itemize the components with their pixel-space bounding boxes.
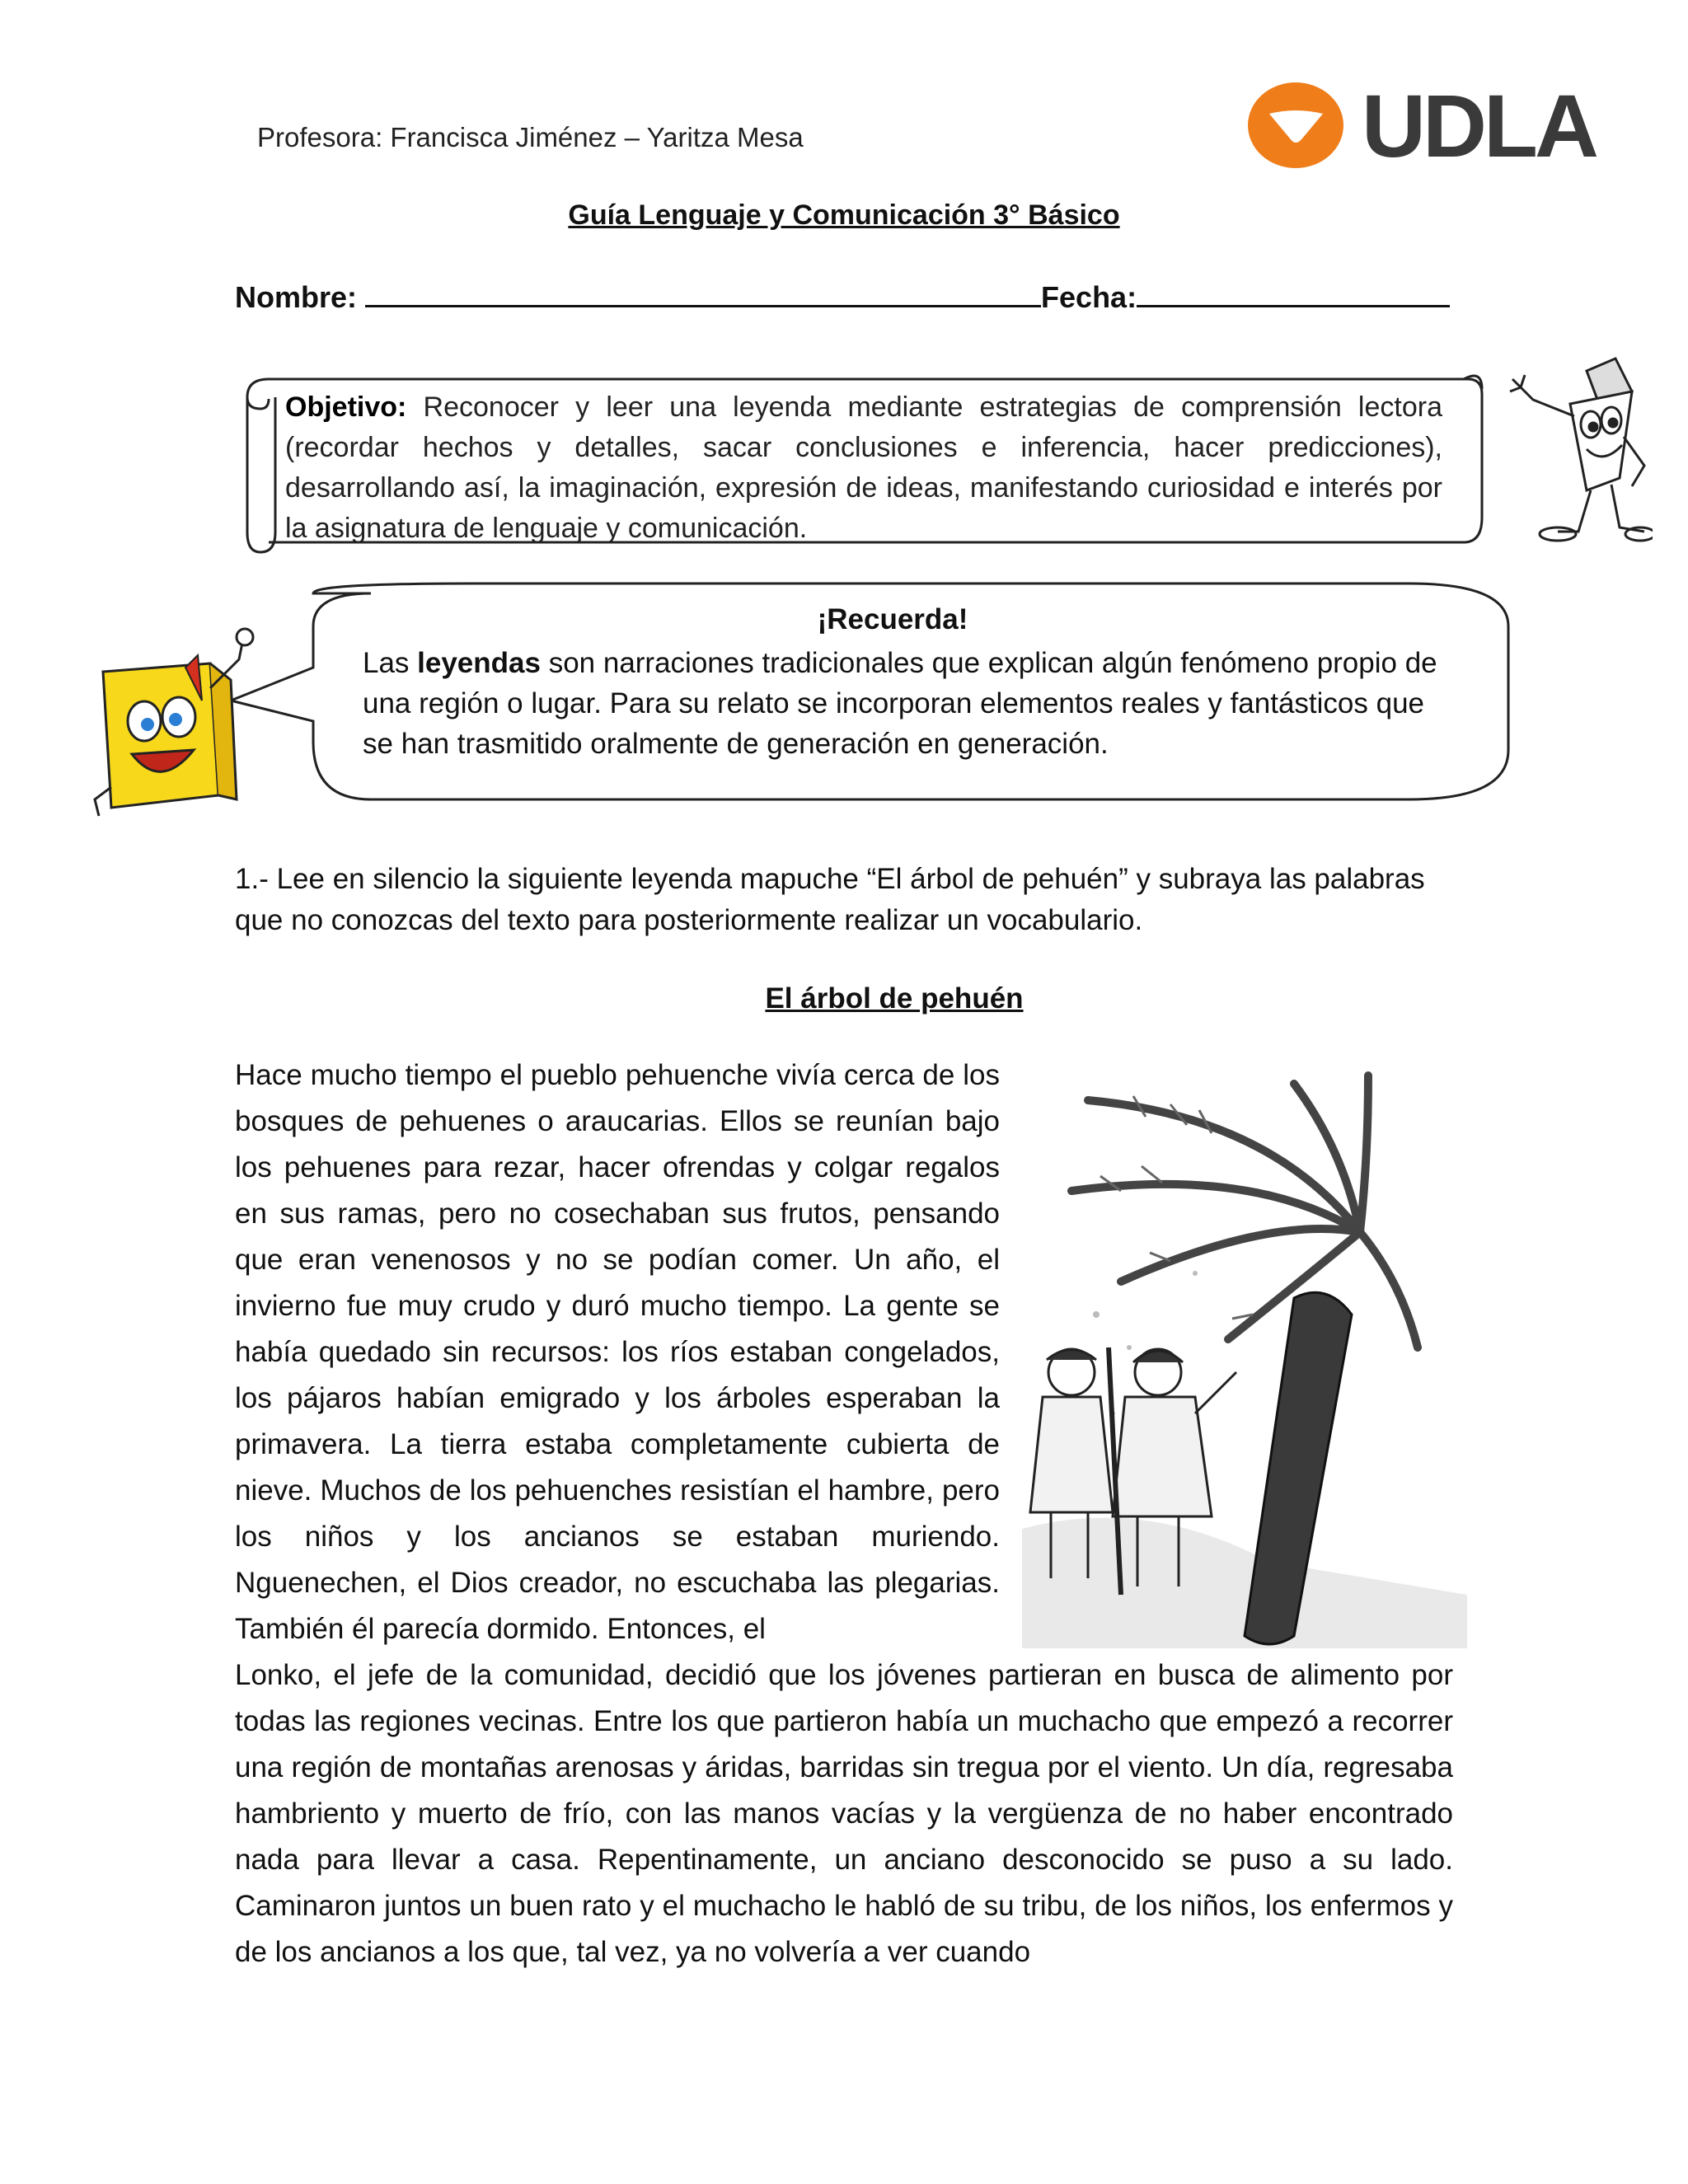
recuerda-text: Las leyendas son narraciones tradicionales que explican algún fenómeno propio de una región o lugar. Para su relato se incorporan elementos reales y fantásticos que se han trasmitido oralmente de generación en generación. xyxy=(363,647,1437,760)
udla-logo xyxy=(1245,74,1599,173)
story-paragraph-part2: Lonko, el jefe de la comunidad, decidió que los jóvenes partieran en busca de alimento por todas las regiones vecinas. Entre los que partieron había un muchacho que empezó a recorrer una región de montañas arenosas y áridas, barridas sin tregua por el viento. Un día, regresaba hambriento y muerto de frío, con las manos vacías y la vergüenza de no haber encontrado nada para llevar a casa. Repentinamente, un anciano desconocido se puso a su lado. Caminaron juntos un buen rato y el muchacho le habló de su tribu, de los niños, los enfermos y de los ancianos a los que, tal vez, ya no volvería a ver cuando xyxy=(235,1659,1453,1968)
recuerda-title: ¡Recuerda! xyxy=(817,603,968,635)
guide-title: Guía Lenguaje y Comunicación 3° Básico xyxy=(568,199,1120,231)
objective-label: Objetivo: xyxy=(285,391,407,423)
logo-text: UDLA xyxy=(1362,76,1596,173)
instruction-text: 1.- Lee en silencio la siguiente leyenda mapuche “El árbol de pehuén” y subraya las palabras que no conozcas del texto para posteriormente realizar un vocabulario. xyxy=(235,863,1425,936)
recuerda-keyword: leyendas xyxy=(417,647,541,679)
story-paragraph-part1: Hace mucho tiempo el pueblo pehuenche vivía cerca de los bosques de pehuenes o araucarias. Ellos se reunían bajo los pehuenes para rezar, hacer ofrendas y colgar regalos en sus ramas, pero no cosechaban sus frutos, pensando que eran venenosos y no se podían comer. Un año, el invierno fue muy crudo y duró mucho tiempo. La gente se había quedado sin recursos: los ríos estaban congelados, los pájaros habían emigrado y los árboles esperaban la primavera. La tierra estaba completamente cubierta de nieve. Muchos de los pehuenches resistían el hambre, pero los niños y los ancianos se estaban muriendo. Nguenechen, el Dios creador, no escuchaba las plegarias. También él parecía dormido. Entonces, el xyxy=(235,1059,1000,1645)
date-line[interactable] xyxy=(1137,282,1450,307)
date-label: Fecha: xyxy=(1041,280,1137,314)
name-date-row xyxy=(235,280,1450,315)
objective-text: Objetivo: Reconocer y leer una leyenda mediante estrategias de comprensión lectora (recordar hechos y detalles, sacar conclusiones e inferencia, hacer predicciones), desarrollando así, la imaginación, expresión de ideas, manifestando curiosidad e interés por la asignatura de lenguaje y comunicación. xyxy=(285,391,1442,544)
pehuen-tree-illustration xyxy=(1022,1067,1467,1648)
teacher-line: Profesora: Francisca Jiménez – Yaritza Mesa xyxy=(257,122,804,152)
story-title: El árbol de pehuén xyxy=(765,982,1024,1015)
book-character-icon xyxy=(87,622,260,820)
logo-emblem-icon xyxy=(1248,82,1343,168)
name-label: Nombre: xyxy=(235,280,358,314)
pencil-character-icon xyxy=(1508,354,1653,552)
name-line[interactable] xyxy=(365,282,1041,307)
